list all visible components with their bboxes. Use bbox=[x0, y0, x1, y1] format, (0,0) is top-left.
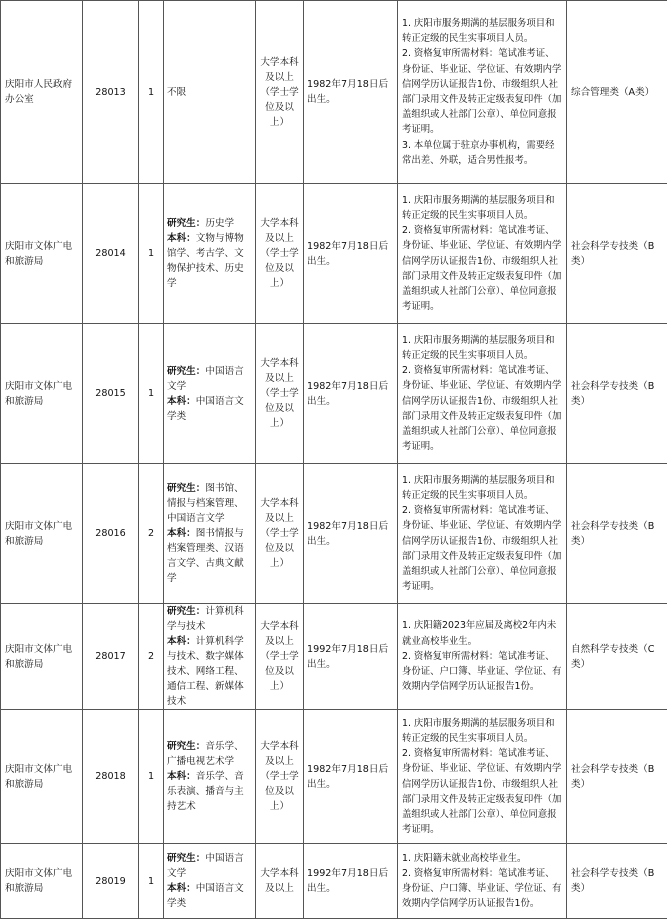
position-code-cell bbox=[83, 1, 139, 184]
major-line bbox=[167, 231, 252, 291]
major-line bbox=[167, 851, 252, 881]
conditions-cell bbox=[398, 464, 567, 604]
condition-item: 2. 资格复审所需材料：笔试准考证、身份证、户口簿、毕业证、学位证、有效期内学信网学历认证报告1份。 bbox=[402, 649, 562, 695]
age-requirement-cell bbox=[304, 710, 398, 844]
major-level-label: 本科： bbox=[167, 771, 196, 782]
conditions-cell bbox=[398, 184, 567, 324]
exam-category-cell bbox=[567, 1, 667, 184]
hire-count-cell bbox=[139, 464, 164, 604]
unit-name: 庆阳市文体广电和旅游局 bbox=[5, 764, 72, 790]
hire-count-cell bbox=[139, 1, 164, 184]
exam-category-cell bbox=[567, 844, 667, 919]
age-requirement-cell bbox=[304, 184, 398, 324]
condition-item: 2. 资格复审所需材料：笔试准考证、身份证、户口簿、毕业证、学位证、有效期内学信网学历认证报告1份。 bbox=[402, 866, 562, 912]
hire-count-cell bbox=[139, 844, 164, 919]
major-level-label: 本科： bbox=[167, 396, 196, 407]
condition-item: 1. 庆阳籍未就业高校毕业生。 bbox=[402, 851, 562, 866]
major-list: 中国语言文学 bbox=[167, 853, 244, 879]
hire-count: 1 bbox=[148, 388, 154, 399]
condition-item: 2. 资格复审所需材料：笔试准考证、身份证、毕业证、学位证、有效期内学信网学历认证报告1份、市级组织人社部门录用文件及转正定级表复印件（加盖组织或人社部门公章）、单位同意报考证明。 bbox=[402, 746, 562, 837]
condition-item: 1. 庆阳市服务期满的基层服务项目和转正定级的民生实事项目人员。 bbox=[402, 716, 562, 746]
condition-item: 3. 本单位属于驻京办事机构，需要经常出差、外联，适合男性报考。 bbox=[402, 138, 562, 168]
major-cell bbox=[164, 604, 256, 710]
major-level-label: 研究生： bbox=[167, 606, 205, 617]
position-code: 28015 bbox=[95, 388, 126, 399]
major-line bbox=[167, 604, 252, 634]
degree-cell bbox=[256, 844, 304, 919]
position-code: 28019 bbox=[95, 876, 126, 887]
position-code: 28014 bbox=[95, 248, 126, 259]
unit-name: 庆阳市文体广电和旅游局 bbox=[5, 644, 72, 670]
major-cell bbox=[164, 324, 256, 464]
age-requirement: 1992年7月18日后出生。 bbox=[307, 644, 388, 670]
major-level-label: 研究生： bbox=[167, 483, 205, 494]
unit-name: 庆阳市文体广电和旅游局 bbox=[5, 241, 72, 267]
degree-requirement: 大学本科及以上（学士学位及以上） bbox=[260, 741, 298, 812]
major-cell bbox=[164, 710, 256, 844]
hire-count-cell bbox=[139, 710, 164, 844]
degree-requirement: 大学本科及以上（学士学位及以上） bbox=[260, 358, 298, 429]
major-list: 音乐学、广播电视艺术学 bbox=[167, 741, 244, 767]
major-list: 历史学 bbox=[205, 218, 234, 229]
degree-cell bbox=[256, 1, 304, 184]
position-code-cell bbox=[83, 710, 139, 844]
exam-category-cell bbox=[567, 710, 667, 844]
degree-requirement: 大学本科及以上（学士学位及以上） bbox=[260, 621, 298, 692]
degree-cell bbox=[256, 604, 304, 710]
exam-category-cell bbox=[567, 324, 667, 464]
major-list: 音乐学、音乐表演、播音与主持艺术 bbox=[167, 771, 244, 812]
age-requirement-cell bbox=[304, 1, 398, 184]
condition-item: 2. 资格复审所需材料：笔试准考证、身份证、毕业证、学位证、有效期内学信网学历认证报告1份、市级组织人社部门录用文件及转正定级表复印件（加盖组织或人社部门公章）、单位同意报考证明。 bbox=[402, 363, 562, 454]
degree-cell bbox=[256, 464, 304, 604]
condition-item: 2. 资格复审所需材料：笔试准考证、身份证、毕业证、学位证、有效期内学信网学历认证报告1份、市级组织人社部门录用文件及转正定级表复印件（加盖组织或人社部门公章）、单位同意报考证明。 bbox=[402, 46, 562, 137]
major-list: 计算机科学与技术、数字媒体技术、网络工程、通信工程、新媒体技术 bbox=[167, 636, 244, 707]
table-row bbox=[1, 184, 667, 324]
major-cell bbox=[164, 184, 256, 324]
exam-category: 社会科学专技类（B类） bbox=[571, 868, 654, 894]
condition-item: 1. 庆阳市服务期满的基层服务项目和转正定级的民生实事项目人员。 bbox=[402, 473, 562, 503]
degree-cell bbox=[256, 710, 304, 844]
degree-requirement: 大学本科及以上（学士学位及以上） bbox=[260, 57, 298, 128]
exam-category: 综合管理类（A类） bbox=[571, 87, 654, 98]
hire-count: 1 bbox=[148, 248, 154, 259]
major-line bbox=[167, 216, 252, 231]
unit-cell bbox=[1, 324, 83, 464]
position-code-cell bbox=[83, 324, 139, 464]
age-requirement: 1982年7月18日后出生。 bbox=[307, 381, 388, 407]
degree-requirement: 大学本科及以上（学士学位及以上） bbox=[260, 498, 298, 569]
exam-category-cell bbox=[567, 184, 667, 324]
exam-category-cell bbox=[567, 604, 667, 710]
position-code-cell bbox=[83, 604, 139, 710]
hire-count: 1 bbox=[148, 876, 154, 887]
position-code-cell bbox=[83, 844, 139, 919]
unit-cell bbox=[1, 710, 83, 844]
major-level-label: 本科： bbox=[167, 883, 196, 894]
hire-count-cell bbox=[139, 324, 164, 464]
major-line bbox=[167, 526, 252, 586]
unit-cell bbox=[1, 464, 83, 604]
conditions-cell bbox=[398, 710, 567, 844]
exam-category-cell bbox=[567, 464, 667, 604]
exam-category: 自然科学专技类（C类） bbox=[571, 644, 654, 670]
degree-cell bbox=[256, 324, 304, 464]
major-line bbox=[167, 634, 252, 709]
unit-name: 庆阳市文体广电和旅游局 bbox=[5, 381, 72, 407]
unit-cell bbox=[1, 1, 83, 184]
unit-cell bbox=[1, 604, 83, 710]
age-requirement: 1982年7月18日后出生。 bbox=[307, 764, 388, 790]
age-requirement-cell bbox=[304, 464, 398, 604]
exam-category: 社会科学专技类（B类） bbox=[571, 764, 654, 790]
major-list: 中国语言文学类 bbox=[167, 883, 244, 909]
age-requirement: 1982年7月18日后出生。 bbox=[307, 79, 388, 105]
position-code-cell bbox=[83, 464, 139, 604]
major-text: 不限 bbox=[167, 87, 186, 98]
major-level-label: 研究生： bbox=[167, 366, 205, 377]
table-row bbox=[1, 604, 667, 710]
conditions-cell bbox=[398, 324, 567, 464]
major-cell bbox=[164, 844, 256, 919]
exam-category: 社会科学专技类（B类） bbox=[571, 241, 654, 267]
major-line bbox=[167, 481, 252, 526]
condition-item: 2. 资格复审所需材料：笔试准考证、身份证、毕业证、学位证、有效期内学信网学历认证报告1份、市级组织人社部门录用文件及转正定级表复印件（加盖组织或人社部门公章）、单位同意报考证明。 bbox=[402, 503, 562, 594]
conditions-cell bbox=[398, 844, 567, 919]
age-requirement: 1992年7月18日后出生。 bbox=[307, 868, 388, 894]
major-cell bbox=[164, 1, 256, 184]
table-row bbox=[1, 710, 667, 844]
exam-category: 社会科学专技类（B类） bbox=[571, 381, 654, 407]
degree-cell bbox=[256, 184, 304, 324]
major-line bbox=[167, 881, 252, 911]
position-code: 28018 bbox=[95, 771, 126, 782]
position-code: 28017 bbox=[95, 651, 126, 662]
unit-cell bbox=[1, 184, 83, 324]
major-list: 图书馆、情报与档案管理、中国语言文学 bbox=[167, 483, 244, 524]
age-requirement: 1982年7月18日后出生。 bbox=[307, 521, 388, 547]
hire-count-cell bbox=[139, 184, 164, 324]
condition-item: 1. 庆阳籍2023年应届及离校2年内未就业高校毕业生。 bbox=[402, 618, 562, 648]
unit-cell bbox=[1, 844, 83, 919]
major-line bbox=[167, 394, 252, 424]
unit-name: 庆阳市人民政府办公室 bbox=[5, 79, 72, 105]
unit-name: 庆阳市文体广电和旅游局 bbox=[5, 521, 72, 547]
age-requirement-cell bbox=[304, 844, 398, 919]
major-cell bbox=[164, 464, 256, 604]
major-line bbox=[167, 769, 252, 814]
hire-count: 1 bbox=[148, 771, 154, 782]
major-level-label: 研究生： bbox=[167, 741, 205, 752]
conditions-cell bbox=[398, 1, 567, 184]
degree-requirement: 大学本科及以上（学士学位及以上） bbox=[260, 218, 298, 289]
major-level-label: 本科： bbox=[167, 233, 196, 244]
condition-item: 2. 资格复审所需材料：笔试准考证、身份证、毕业证、学位证、有效期内学信网学历认证报告1份、市级组织人社部门录用文件及转正定级表复印件（加盖组织或人社部门公章）、单位同意报考证明。 bbox=[402, 223, 562, 314]
position-code: 28013 bbox=[95, 87, 126, 98]
age-requirement: 1982年7月18日后出生。 bbox=[307, 241, 388, 267]
hire-count: 1 bbox=[148, 87, 154, 98]
table-row bbox=[1, 844, 667, 919]
condition-item: 1. 庆阳市服务期满的基层服务项目和转正定级的民生实事项目人员。 bbox=[402, 333, 562, 363]
major-list: 文物与博物馆学、考古学、文物保护技术、历史学 bbox=[167, 233, 244, 289]
major-level-label: 研究生： bbox=[167, 853, 205, 864]
major-list: 中国语言文学类 bbox=[167, 396, 244, 422]
major-list: 计算机科学与技术 bbox=[167, 606, 244, 632]
major-level-label: 研究生： bbox=[167, 218, 205, 229]
table-row bbox=[1, 324, 667, 464]
major-list: 图书情报与档案管理类、汉语言文学、古典文献学 bbox=[167, 528, 244, 584]
table-row bbox=[1, 464, 667, 604]
table-row bbox=[1, 1, 667, 184]
position-code: 28016 bbox=[95, 528, 126, 539]
hire-count: 2 bbox=[148, 651, 154, 662]
condition-item: 1. 庆阳市服务期满的基层服务项目和转正定级的民生实事项目人员。 bbox=[402, 193, 562, 223]
major-line bbox=[167, 739, 252, 769]
degree-requirement: 大学本科及以上 bbox=[260, 868, 298, 894]
age-requirement-cell bbox=[304, 604, 398, 710]
hire-count: 2 bbox=[148, 528, 154, 539]
major-level-label: 本科： bbox=[167, 528, 196, 539]
unit-name: 庆阳市文体广电和旅游局 bbox=[5, 868, 72, 894]
major-level-label: 本科： bbox=[167, 636, 196, 647]
major-list: 中国语言文学 bbox=[167, 366, 244, 392]
conditions-cell bbox=[398, 604, 567, 710]
condition-item: 1. 庆阳市服务期满的基层服务项目和转正定级的民生实事项目人员。 bbox=[402, 16, 562, 46]
hire-count-cell bbox=[139, 604, 164, 710]
position-code-cell bbox=[83, 184, 139, 324]
age-requirement-cell bbox=[304, 324, 398, 464]
exam-category: 社会科学专技类（B类） bbox=[571, 521, 654, 547]
major-line bbox=[167, 364, 252, 394]
